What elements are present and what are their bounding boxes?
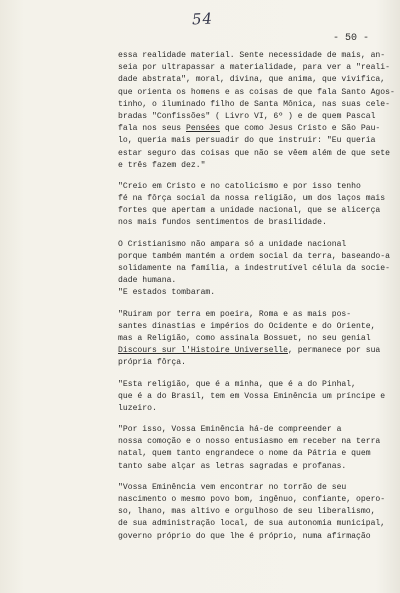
- line-text: "Vossa Eminência vem encontrar no torrão de seu: [118, 482, 347, 492]
- text-line: [118, 482, 386, 494]
- text-line: [118, 436, 386, 448]
- handwritten-page-number: 54: [191, 9, 214, 29]
- underlined-title: Discours sur l'Histoire Universelle: [118, 346, 288, 356]
- text-line: [118, 50, 386, 62]
- text-line: [118, 494, 386, 506]
- line-text: nossa comoção e o nosso entusiasmo em receber na terra: [118, 437, 381, 447]
- line-text: seia por ultrapassar a materialidade, para ver a "reali-: [118, 63, 390, 73]
- line-text: tanto sabe alçar as letras sagradas e profanas.: [118, 461, 347, 471]
- line-text: fortes que apertam a unidade nacional, que se alicerça: [118, 206, 381, 216]
- line-text: O Cristianismo não ampara só a unidade nacional: [118, 239, 347, 249]
- line-text: essa realidade material. Sente necessidade de mais, an-: [118, 51, 386, 60]
- line-text: e três fazem dez.": [118, 160, 206, 170]
- paragraph-gap: [118, 172, 386, 181]
- line-text: porque também mantém a ordem social da terra, baseando-a: [118, 251, 390, 261]
- paragraph-gap: [118, 300, 386, 309]
- text-line: [118, 62, 390, 74]
- text-line: [118, 391, 386, 403]
- line-text: "Esta religião, que é a minha, que é a do Pinhal,: [118, 379, 356, 389]
- line-text: bradas "Confissões" ( Livro VI, 6º ) e de quem Pascal: [118, 111, 376, 121]
- text-line: [118, 379, 386, 391]
- line-text: luzeiro.: [118, 403, 157, 413]
- text-line: [118, 74, 386, 86]
- line-text: santes dinastias e impérios do Ocidente e do Oriente,: [118, 321, 376, 331]
- text-line: [118, 461, 386, 473]
- text-line: [118, 518, 386, 530]
- underlined-title: Pensées: [186, 124, 220, 134]
- paragraph-gap: [118, 473, 386, 482]
- text-line: [118, 111, 386, 123]
- text-line: [118, 160, 386, 172]
- line-text: fé na fôrça social da nossa religião, um dos laços mais: [118, 194, 386, 204]
- text-line: [118, 403, 386, 415]
- text-line: [118, 424, 386, 436]
- text-line: [118, 239, 386, 251]
- text-line: [118, 99, 390, 111]
- text-line: [118, 321, 386, 333]
- line-text: estar seguro das coisas que não se vêem além de que sete: [118, 148, 390, 158]
- text-line: [118, 148, 390, 160]
- line-text: lo, queria mais persuadir do que instruir: "Eu queria: [118, 136, 376, 146]
- text-line: [118, 506, 386, 518]
- line-text: nascimento o mesmo povo bom, ingênuo, confiante, opero-: [118, 495, 386, 504]
- text-line: [118, 263, 390, 275]
- text-line: [118, 275, 386, 287]
- text-line: [118, 309, 386, 321]
- line-text: própria fôrça.: [118, 358, 186, 368]
- line-text: governo próprio do que lhe é próprio, numa afirmação: [118, 531, 371, 541]
- text-line: [118, 251, 390, 263]
- line-text: que como Jesus Cristo e São Pau-: [220, 124, 381, 134]
- body-text: [118, 50, 395, 543]
- paragraph-gap: [118, 370, 386, 379]
- text-line: [118, 333, 386, 345]
- line-text: fala nos seus: [118, 124, 186, 134]
- line-text: tinho, o iluminado filho de Santa Mônica, nas suas cele-: [118, 99, 390, 109]
- text-line: [118, 193, 386, 205]
- text-line: [118, 448, 386, 460]
- text-line: [118, 181, 386, 193]
- text-line: [118, 357, 386, 369]
- line-text: que orienta os homens e as coisas de que fala Santo Agos-: [118, 87, 395, 97]
- line-text: que é a do Brasil, tem em Vossa Eminência um príncipe e: [118, 391, 386, 401]
- line-text: natal, quem tanto engrandece o nome da Pátria e quem: [118, 449, 371, 459]
- line-text: "Ruiram por terra em poeira, Roma e as mais pos-: [118, 309, 352, 319]
- line-text: mas a Religião, como assinala Bossuet, no seu genial: [118, 333, 371, 343]
- text-line: [118, 123, 386, 135]
- text-line: [118, 217, 386, 229]
- line-text: de sua administração local, de sua autonomia municipal,: [118, 519, 386, 529]
- paragraph-gap: [118, 230, 386, 239]
- typed-page-number: - 50 -: [333, 33, 370, 44]
- line-text: solidamente na família, a indestrutível célula da socie-: [118, 264, 390, 273]
- text-line: [118, 531, 386, 543]
- text-line: [118, 205, 386, 217]
- line-text: "E estados tombaram.: [118, 288, 216, 298]
- line-text: dade abstrata", moral, divina, que anima, que vivifica,: [118, 75, 386, 85]
- line-text: , permanece por sua: [288, 346, 381, 356]
- text-line: [118, 135, 386, 147]
- line-text: "Por isso, Vossa Eminência há-de compreender a: [118, 425, 342, 435]
- paragraph-gap: [118, 415, 386, 424]
- text-line: [118, 345, 386, 357]
- line-text: nos mais fundos sentimentos de brasilidade.: [118, 218, 327, 228]
- line-text: "Creio em Cristo e no catolicismo e por isso tenho: [118, 181, 361, 191]
- line-text: dade humana.: [118, 276, 177, 286]
- text-line: [118, 87, 395, 99]
- line-text: so, lhano, mas altivo e orgulhoso de seu liberalismo,: [118, 507, 376, 517]
- text-line: [118, 287, 386, 299]
